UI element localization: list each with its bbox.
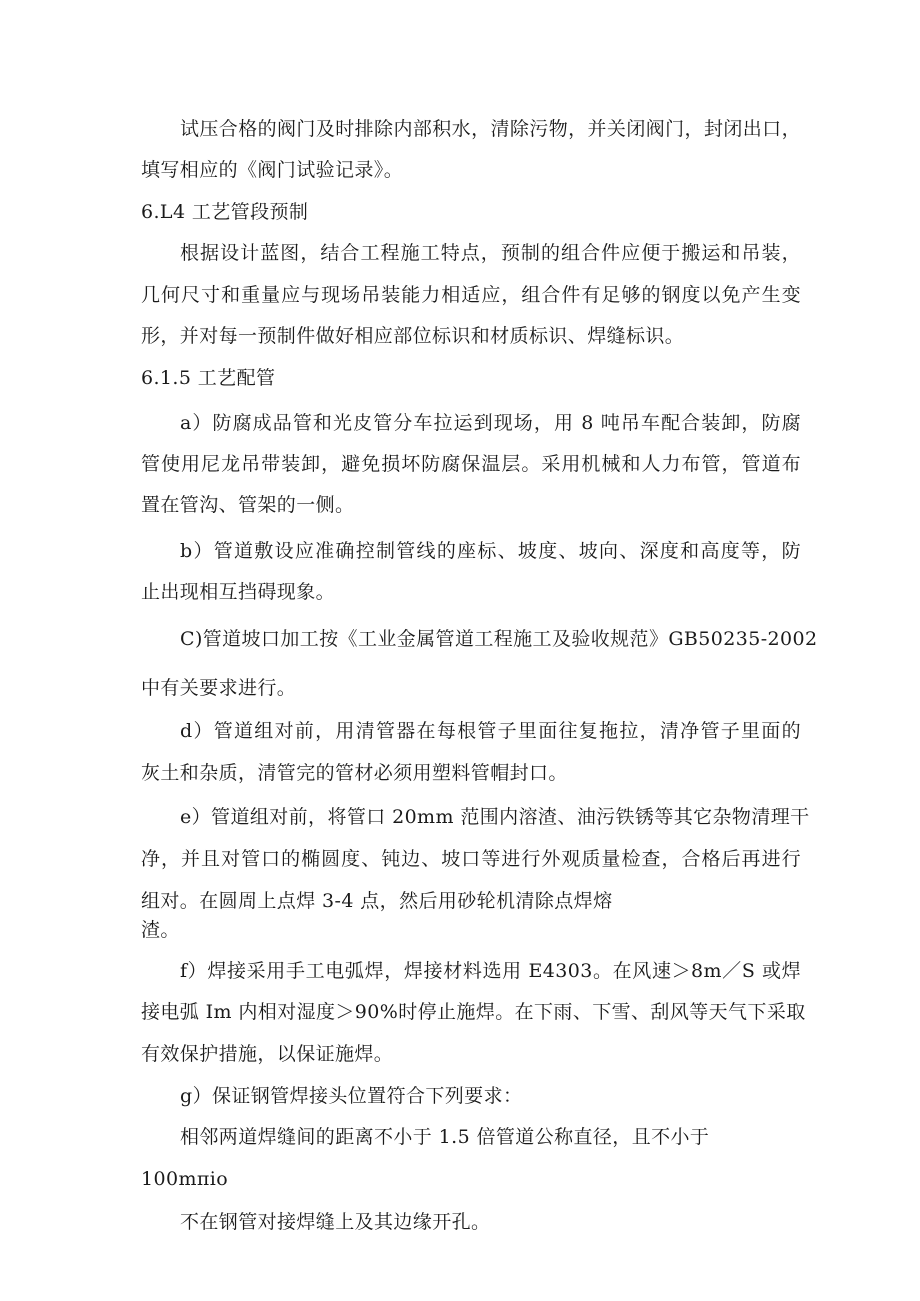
paragraph-line: C)管道坡口加工按《工业金属管道工程施工及验收规范》GB50235-2002 (180, 628, 818, 650)
paragraph-line: e）管道组对前，将管口 20mm 范围内溶渣、油污铁锈等其它杂物清理干 (180, 806, 810, 828)
paragraph-line: 几何尺寸和重量应与现场吊装能力相适应，组合件有足够的钢度以免产生变 (141, 284, 801, 306)
paragraph-line: 置在管沟、管架的一侧。 (141, 494, 355, 516)
paragraph-line: 形，并对每一预制件做好相应部位标识和材质标识、焊缝标识。 (141, 325, 685, 347)
paragraph-line: a）防腐成品管和光皮管分车拉运到现场，用 8 吨吊车配合装卸，防腐 (180, 412, 801, 434)
paragraph-line: 净，并且对管口的椭圆度、钝边、坡口等进行外观质量检查，合格后再进行 (141, 848, 801, 870)
paragraph-line: 试压合格的阀门及时排除内部积水，清除污物，并关闭阀门，封闭出口， (180, 118, 801, 140)
paragraph-line: b）管道敷设应准确控制管线的座标、坡度、坡向、深度和高度等，防 (180, 540, 801, 562)
paragraph-line: 中有关要求进行。 (141, 677, 297, 699)
paragraph-line: 根据设计蓝图，结合工程施工特点，预制的组合件应便于搬运和吊装， (180, 242, 801, 264)
paragraph-line: 不在钢管对接焊缝上及其边缘开孔。 (180, 1211, 491, 1233)
paragraph-line: 接电弧 Im 内相对湿度＞90%时停止施焊。在下雨、下雪、刮风等天气下采取 (141, 1001, 806, 1023)
paragraph-line: 填写相应的《阀门试验记录》。 (141, 159, 404, 181)
paragraph-line: d）管道组对前，用清管器在每根管子里面往复拖拉，清净管子里面的 (180, 720, 801, 742)
paragraph-line: 100mπio (141, 1168, 229, 1190)
paragraph-line: 灰土和杂质，清管完的管材必须用塑料管帽封口。 (141, 762, 568, 784)
paragraph-line: g）保证钢管焊接头位置符合下列要求： (180, 1085, 523, 1107)
paragraph-line: 渣。 (141, 919, 180, 941)
paragraph-line: 组对。在圆周上点焊 3-4 点，然后用砂轮机清除点焊熔 (141, 890, 613, 912)
paragraph-line: f）焊接采用手工电弧焊，焊接材料选用 E4303。在风速＞8m／S 或焊 (180, 960, 801, 982)
section-heading: 6.L4 工艺管段预制 (141, 201, 309, 223)
paragraph-line: 相邻两道焊缝间的距离不小于 1.5 倍管道公称直径，且不小于 (180, 1126, 710, 1148)
paragraph-line: 管使用尼龙吊带装卸，避免损坏防腐保温层。采用机械和人力布管，管道布 (141, 453, 801, 475)
paragraph-line: 止出现相互挡碍现象。 (141, 581, 336, 603)
section-heading: 6.1.5 工艺配管 (141, 367, 276, 389)
paragraph-line: 有效保护措施，以保证施焊。 (141, 1043, 394, 1065)
